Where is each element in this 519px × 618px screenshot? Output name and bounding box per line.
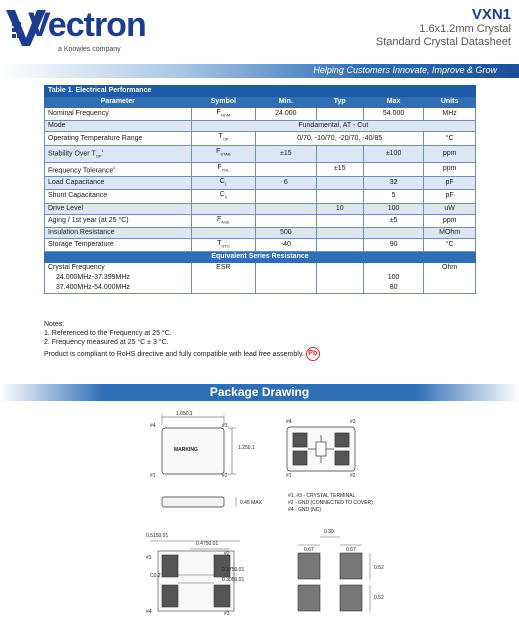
param-subscript: OP (95, 153, 102, 159)
symbol-subscript: TOL (221, 167, 230, 173)
legend-2: #2 - GND (CONNECTED TO COVER) (288, 500, 373, 506)
max-value: 90 (363, 239, 423, 252)
note-1: 1. Referenced to the Frequency at 25 °C. (44, 330, 172, 337)
esr-units: Ohm (424, 263, 476, 294)
land-height-1: 0.52 (374, 565, 384, 571)
symbol-subscript: OP (222, 136, 229, 142)
typ-value (316, 176, 363, 189)
min-value: -40 (256, 239, 316, 252)
package-drawing (0, 405, 519, 618)
max-value: 32 (363, 176, 423, 189)
param-name: Aging / 1st year (at 25 °C) (48, 216, 129, 224)
package-drawing-svg (0, 405, 519, 618)
symbol-cell (191, 203, 256, 214)
param-cell (45, 203, 192, 214)
esr-range-1: 24.000MHz-37.399MHz (56, 274, 130, 282)
max-value: ±100 (363, 145, 423, 162)
top-pin4: #4 (150, 423, 156, 429)
param-name: Mode (48, 122, 66, 130)
bottom-pin3: #3 (350, 419, 356, 425)
pad-dim-b: 0.4750.01 (196, 541, 219, 547)
typ-value (316, 145, 363, 162)
symbol-cell (191, 214, 256, 227)
units-value: ppm (424, 145, 476, 162)
param-cell (45, 121, 192, 132)
symbol-cell (191, 132, 256, 145)
product-description: 1.6x1.2mm Crystal (419, 23, 511, 35)
esr-symbol: ESR (191, 263, 256, 294)
symbol: F (216, 109, 221, 116)
marking-label: MARKING (174, 447, 198, 453)
dim-thickness: 0.45 MAX (240, 500, 262, 506)
units-value: °C (424, 239, 476, 252)
table-row (45, 228, 476, 239)
param-cell (45, 176, 192, 189)
symbol: F (217, 215, 222, 223)
symbol-subscript: L (224, 181, 228, 187)
symbol-subscript: AGE (221, 219, 230, 224)
units-value: uW (424, 203, 476, 214)
param-name: Frequency Tolerance (48, 166, 114, 174)
note-2: 2. Frequency measured at 25 °C ± 3 °C. (44, 339, 169, 346)
range-value: 0/70, -10/70, -20/70, -40/85 (256, 132, 424, 145)
param-name: Nominal Frequency (48, 110, 109, 118)
table-row (45, 203, 476, 214)
table-row (45, 145, 476, 162)
pad-dim-a: 0.5150.01 (146, 533, 169, 539)
table-row (45, 190, 476, 203)
pad-pin2: #2 (224, 551, 230, 557)
top-pin2: #2 (222, 473, 228, 479)
land-height-2: 0.52 (374, 595, 384, 601)
vectron-logo (6, 4, 156, 54)
col-max: Max (363, 97, 423, 108)
package-drawing-bar (0, 384, 519, 401)
datasheet-type: Standard Crystal Datasheet (375, 36, 511, 48)
typ-value: ±15 (316, 162, 363, 176)
mode-value: Fundamental, AT - Cut (191, 121, 475, 132)
bottom-pin4: #4 (286, 419, 292, 425)
symbol: T (217, 240, 222, 247)
typ-value (316, 108, 363, 121)
dim-height: 1.250.1 (238, 445, 255, 451)
symbol-cell (191, 228, 256, 239)
units-value: MHz (424, 108, 476, 121)
max-value: ±5 (363, 214, 423, 227)
symbol-subscript: STAB (220, 151, 231, 157)
logo-word: Vectron (28, 6, 146, 44)
top-pin1: #1 (150, 473, 156, 479)
units-value: pF (424, 176, 476, 189)
top-pin3: #3 (222, 423, 228, 429)
tagline-banner (0, 64, 519, 78)
min-value: ±15 (256, 145, 316, 162)
symbol-cell (191, 108, 256, 121)
units-value: pF (424, 190, 476, 203)
pad-pin1: #1 (146, 555, 152, 561)
param-cell (45, 228, 192, 239)
note-rohs: Product is compliant to RoHS directive and fully compatible with lead free assembly. (44, 350, 304, 358)
symbol-subscript: NOM (220, 112, 231, 118)
param-superscript: 2 (113, 164, 116, 170)
symbol-subscript: STO (221, 243, 230, 249)
table-row (45, 239, 476, 252)
symbol-cell (191, 190, 256, 203)
esr-max-1: 100 (387, 274, 400, 282)
legend-3: #4 - GND (NC) (288, 507, 322, 513)
param-name: Operating Temperature Range (48, 134, 143, 142)
package-drawing-title: Package Drawing (209, 385, 310, 399)
param-name: Storage Temperature (48, 241, 114, 249)
symbol: F (216, 148, 221, 156)
max-value (363, 162, 423, 176)
table-row (45, 132, 476, 145)
param-name: Shunt Capacitance (48, 192, 108, 200)
pad-dim-c: 0.3750.01 (222, 567, 245, 573)
typ-value (316, 239, 363, 252)
symbol-cell (191, 145, 256, 162)
land-right: 0.67 (346, 547, 356, 553)
table-row (45, 162, 476, 176)
param-name: Load Capacitance (48, 179, 105, 187)
units-value: ppm (424, 214, 476, 227)
tagline: Helping Customers Innovate, Improve & Grow (313, 65, 497, 75)
min-value (256, 203, 316, 214)
esr-row (45, 263, 476, 294)
esr-param: Crystal Frequency (48, 264, 105, 272)
param-cell (45, 190, 192, 203)
bottom-pin2: #2 (350, 473, 356, 479)
min-value: 6 (256, 176, 316, 189)
min-value: 24.000 (256, 108, 316, 121)
symbol: C (219, 191, 225, 199)
symbol-cell (191, 162, 256, 176)
param-cell (45, 214, 192, 227)
param-name: Drive Level (48, 204, 84, 212)
pad-radius: C0.2 (150, 573, 161, 579)
table-title: Table 1. Electrical Performance (45, 86, 476, 97)
symbol-cell (191, 239, 256, 252)
land-top: 0.30 (324, 529, 334, 535)
typ-value (316, 214, 363, 227)
param-cell (45, 162, 192, 176)
max-value: 100 (363, 203, 423, 214)
min-value (256, 162, 316, 176)
typ-value (316, 228, 363, 239)
lead-free-icon: Pb (306, 347, 320, 361)
side-view (162, 497, 236, 507)
bottom-view (287, 427, 355, 471)
param-cell (45, 145, 192, 162)
table-row (45, 214, 476, 227)
col-parameter: Parameter (45, 97, 192, 108)
logo-subtitle: a Knowles company (58, 46, 121, 53)
esr-max-2: 80 (389, 284, 398, 292)
param-name: Insulation Resistance (48, 229, 115, 236)
dim-width: 1.650.1 (176, 411, 193, 417)
table-row (45, 108, 476, 121)
col-min: Min. (256, 97, 316, 108)
min-value (256, 214, 316, 227)
typ-value (316, 190, 363, 203)
min-value (256, 190, 316, 203)
table-header (45, 97, 476, 108)
table-row (45, 121, 476, 132)
param-cell (45, 132, 192, 145)
notes-title: Notes: (44, 321, 65, 328)
notes (44, 320, 320, 361)
param-superscript: 1 (101, 147, 104, 153)
table-row (45, 176, 476, 189)
units-value: MOhm (424, 228, 476, 239)
max-value: 54.000 (363, 108, 423, 121)
col-units: Units (424, 97, 476, 108)
col-typ: Typ (316, 97, 363, 108)
symbol: F (217, 163, 222, 171)
typ-value: 10 (316, 203, 363, 214)
header-right (376, 6, 511, 49)
pad-pin3: #3 (224, 611, 230, 617)
legend-1: #1, #3 - CRYSTAL TERMINAL (288, 493, 356, 499)
pad-pin4: #4 (146, 609, 152, 615)
param-name: Stability Over T (48, 150, 96, 158)
symbol-cell (191, 176, 256, 189)
min-value: 500 (256, 228, 316, 239)
max-value (363, 228, 423, 239)
units-value: °C (424, 132, 476, 145)
col-symbol: Symbol (191, 97, 256, 108)
param-cell (45, 239, 192, 252)
pad-dim-d: 0.3050.01 (222, 577, 245, 583)
param-cell (45, 108, 192, 121)
symbol: C (219, 177, 225, 185)
bottom-pin1: #1 (286, 473, 292, 479)
model-number: VXN1 (471, 6, 511, 23)
electrical-performance-table (44, 85, 476, 294)
max-value: 5 (363, 190, 423, 203)
esr-range-2: 37.400MHz-54.000MHz (56, 284, 130, 292)
land-left: 0.67 (304, 547, 314, 553)
symbol-subscript: 0 (224, 194, 228, 200)
esr-section-title: Equivalent Series Resistance (45, 252, 476, 263)
units-value: ppm (424, 162, 476, 176)
symbol: T (218, 133, 223, 141)
